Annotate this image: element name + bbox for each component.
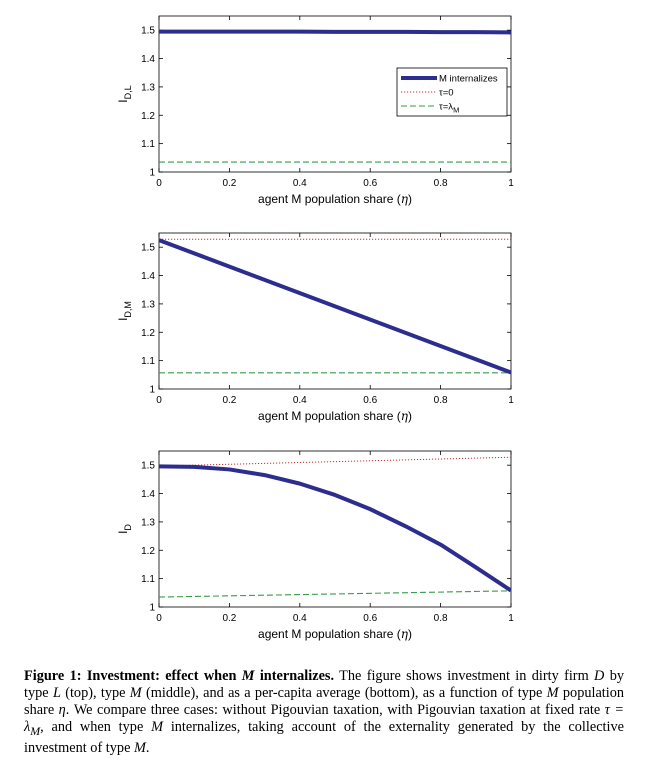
- caption-math-tau: τ = λ: [24, 702, 625, 735]
- y-tick-label: 1.3: [141, 82, 155, 94]
- chart-panel-1: [116, 16, 514, 206]
- caption-text-4: (middle), and as a per-capita average (bottom), as a function of type: [146, 685, 543, 701]
- caption-math-d: D: [594, 668, 605, 684]
- caption-math-m2: M: [546, 685, 559, 701]
- caption-text-8: internalizes, taking account of the externality generated by the collective investment of type: [24, 719, 624, 756]
- caption-text-9: .: [145, 739, 150, 756]
- y-axis-label: $I_{D,M}$: [116, 301, 133, 321]
- y-tick-label: 1.2: [141, 327, 155, 339]
- plot-frame: [159, 233, 511, 389]
- x-axis-label: agent M population share (η): [258, 409, 412, 423]
- caption-bold-m: M: [241, 668, 255, 684]
- x-tick-label: 1: [508, 613, 514, 624]
- y-tick-label: 1.1: [141, 139, 155, 151]
- caption-text-6: . We compare three cases: without Pigouvian taxation, with Pigouvian taxation at fixed rate: [65, 702, 601, 718]
- caption-label: Figure 1:: [24, 668, 82, 684]
- caption-math-m3: M: [151, 719, 164, 735]
- x-axis-label: agent M population share (η): [258, 192, 412, 206]
- caption-text-2: by type: [24, 668, 624, 701]
- y-tick-label: 1.3: [141, 299, 155, 311]
- x-tick-label: 0: [156, 395, 162, 406]
- x-tick-label: 1: [508, 395, 514, 406]
- y-tick-label: 1.1: [141, 356, 155, 368]
- chart-panel-2: [116, 233, 514, 423]
- legend-label: M internalizes: [439, 73, 498, 85]
- x-tick-label: 0.4: [292, 613, 307, 624]
- x-tick-label: 0: [156, 178, 162, 189]
- x-tick-label: 0.4: [292, 395, 307, 406]
- caption-text-1: The figure shows investment in dirty firm: [339, 668, 589, 684]
- x-tick-label: 0.2: [222, 613, 237, 624]
- legend-label: τ=0: [439, 87, 454, 99]
- caption-text-3: (top), type: [65, 685, 126, 701]
- x-tick-label: 0.2: [222, 395, 237, 406]
- caption-math-eta: η: [58, 702, 66, 718]
- y-tick-label: 1.4: [141, 54, 155, 66]
- y-tick-label: 1.5: [141, 25, 155, 37]
- y-tick-label: 1: [149, 384, 155, 396]
- y-tick-label: 1.2: [141, 110, 155, 122]
- x-tick-label: 0.8: [433, 395, 448, 406]
- y-tick-label: 1.5: [141, 242, 155, 254]
- legend: [397, 68, 507, 116]
- x-tick-label: 0.2: [222, 178, 237, 189]
- figure-caption: [24, 668, 624, 757]
- caption-bold-a: Investment: effect when: [86, 668, 237, 684]
- plot-frame: [159, 451, 511, 607]
- caption-bold-b: internalizes.: [259, 668, 335, 684]
- caption-math-tau-sub: M: [30, 723, 41, 738]
- x-tick-label: 0.8: [433, 613, 448, 624]
- caption-math-m1: M: [129, 685, 142, 701]
- caption-text-7: , and when type: [40, 719, 144, 735]
- x-tick-label: 1: [508, 178, 514, 189]
- x-tick-label: 0.4: [292, 178, 307, 189]
- y-tick-label: 1.3: [141, 517, 155, 529]
- x-tick-label: 0.8: [433, 178, 448, 189]
- y-axis-label: $I_{D,L}$: [116, 85, 133, 103]
- caption-math-m4: M: [134, 739, 146, 756]
- legend-label: $\tau=\lambda_M$: [439, 101, 460, 115]
- x-tick-label: 0: [156, 613, 162, 624]
- y-tick-label: 1.1: [141, 574, 155, 586]
- x-tick-label: 0.6: [363, 395, 378, 406]
- y-tick-label: 1: [149, 167, 155, 179]
- caption-math-l: L: [52, 685, 61, 701]
- y-axis-label: $I_D$: [116, 524, 133, 534]
- y-tick-label: 1.2: [141, 545, 155, 557]
- x-tick-label: 0.6: [363, 613, 378, 624]
- y-tick-label: 1.5: [141, 460, 155, 472]
- y-tick-label: 1.4: [141, 489, 155, 501]
- series-line: [159, 32, 511, 33]
- x-axis-label: agent M population share (η): [258, 627, 412, 641]
- x-tick-label: 0.6: [363, 178, 378, 189]
- y-tick-label: 1: [149, 602, 155, 614]
- y-tick-label: 1.4: [141, 271, 155, 283]
- chart-panel-3: [116, 451, 514, 641]
- caption-text-5: population share: [24, 685, 625, 718]
